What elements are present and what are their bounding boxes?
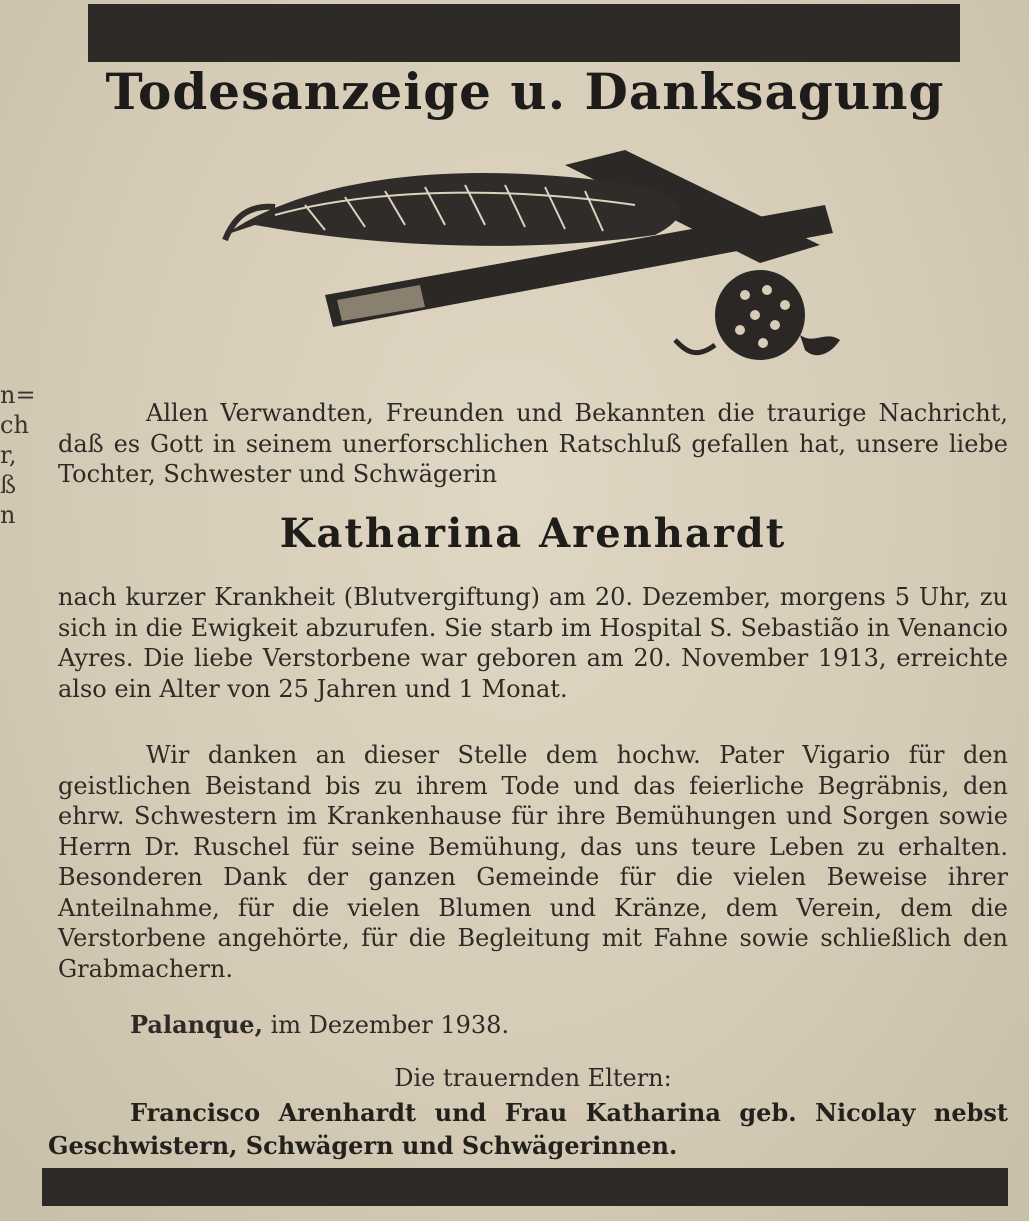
fragment-line: n= — [0, 381, 36, 409]
top-border-bar — [88, 4, 960, 62]
fragment-line: r, — [0, 441, 17, 469]
family-signature: Francisco Arenhardt und Frau Katharina geb. Nicolay nebst Geschwistern, Schwägern und Schwägerinnen. — [48, 1098, 1008, 1160]
notice-title: Todesanzeige u. Danksagung — [105, 62, 945, 121]
intro-paragraph: Allen Verwandten, Freunden und Bekannten die traurige Nachricht, daß es Gott in seinem unerforschlichen Ratschluß gefallen hat, unsere liebe Tochter, Schwester und Schwägerin — [58, 399, 1008, 488]
death-details-paragraph: nach kurzer Krankheit (Blutvergiftung) am 20. Dezember, morgens 5 Uhr, zu sich in die Ewigkeit abzurufen. Sie starb im Hospital S. Sebastião in Venancio Ayres. Die liebe Verstorbene war geboren am 20. November 1913, erreichte also ein Alter von 25 Jahren und 1 Monat. — [58, 583, 1008, 703]
fragment-line: ß — [0, 471, 17, 499]
thanks-paragraph: Wir danken an dieser Stelle dem hochw. Pater Vigario für den geistlichen Beistand bis zu ihrem Tode und das feierliche Begräbnis, den ehrw. Schwestern im Krankenhause für ihre Bemühungen und Sorgen sowie Herrn Dr. Ruschel für seine Bemühung, das uns teure Leben zu erhalten. Besonderen Dank der ganzen Gemeinde für die vielen Beweise ihrer Anteilnahme, für die vielen Blumen und Kränze, dem Verein, dem die Verstorbene angehörte, für die Begleitung mit Fahne sowie schließlich den Grabmachern. — [58, 741, 1008, 983]
place-date-line — [130, 1010, 509, 1039]
fragment-line: n — [0, 501, 16, 529]
bottom-border-bar — [42, 1168, 1008, 1206]
fragment-line: ch — [0, 411, 29, 439]
parents-label: Die trauernden Eltern: — [394, 1064, 672, 1092]
wreath-leaf-shape — [675, 340, 715, 353]
place-name: Palanque, — [130, 1010, 263, 1039]
date-text: im Dezember 1938. — [270, 1011, 510, 1039]
deceased-name: Katharina Arenhardt — [279, 510, 787, 557]
cross-palm-wreath-icon — [215, 145, 855, 395]
wreath-ribbon-shape — [800, 335, 840, 355]
adjacent-column-fragment — [0, 380, 36, 530]
